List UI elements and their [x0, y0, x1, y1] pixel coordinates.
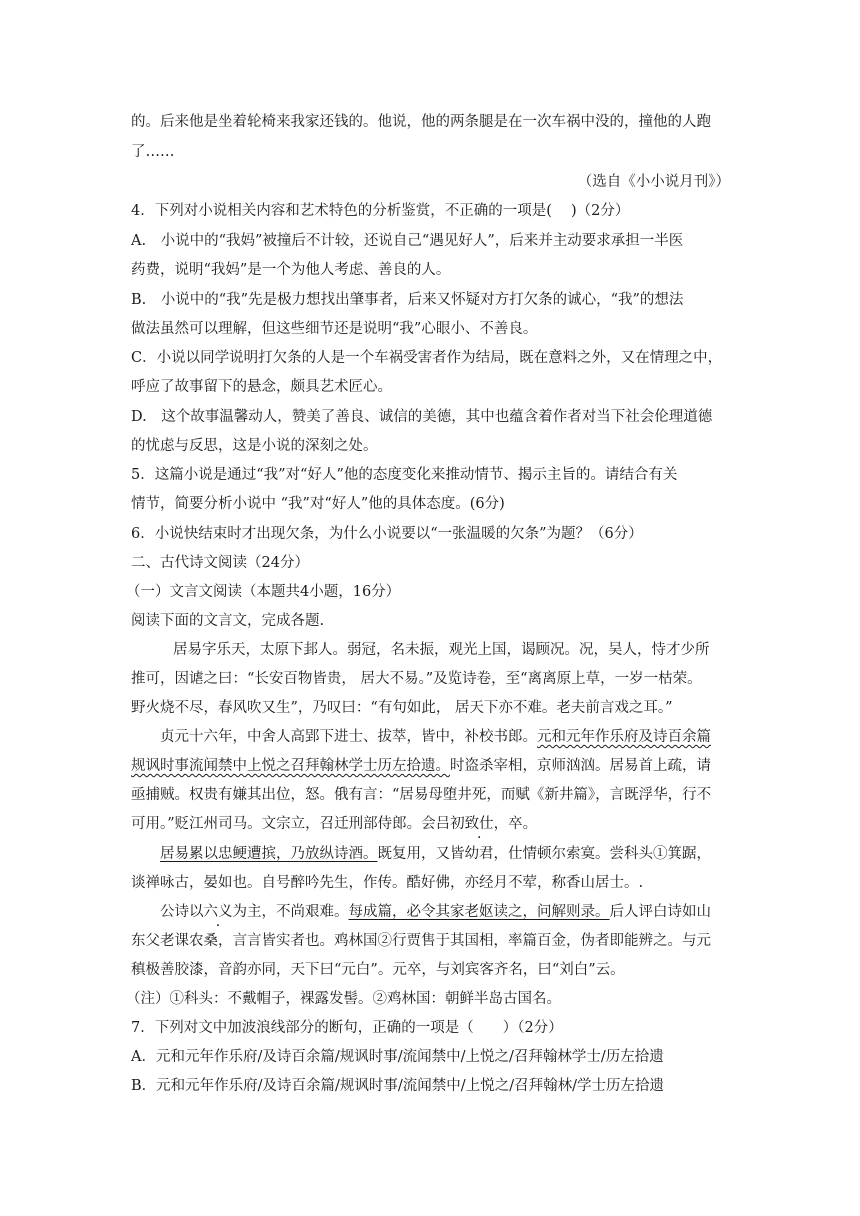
reading-instruction: 阅读下面的文言文，完成各题. [131, 613, 325, 629]
question-6: 6．小说快结束时才出现欠条，为什么小说要以“一张温暖的欠条”为题？（6分） [131, 526, 643, 542]
subsection-heading: （一）文言文阅读（本题共4小题，16分） [126, 584, 401, 600]
section-heading: 二、古代诗文阅读（24分） [131, 555, 309, 571]
dotted-term: 六义 [203, 904, 233, 920]
q7-option-b: B．元和元年作乐府/及诗百余篇/规讽时事/流闻禁中/上悦之/召拜翰林/学士历左拾遗 [131, 1078, 664, 1094]
underlined-sentence: 居易累以忠鲠遭摈，乃放纵诗酒。 [160, 846, 378, 862]
q4-option-c: C．小说以同学说明打欠条的人是一个车祸受害者作为结局，既在意料之外，又在情理之中， [131, 350, 723, 366]
story-text-line: 的。后来他是坐着轮椅来我家还钱的。他说，他的两条腿是在一次车祸中没的，撞他的人跑 [131, 114, 711, 130]
wavy-underline-text: 规讽时事流闻禁中上悦之召拜翰林学士历左拾遗。 [131, 758, 450, 774]
passage-line [160, 727, 711, 747]
question-7-stem: 7．下列对文中加波浪线部分的断句，正确的一项是（ ）（2分） [131, 1020, 563, 1036]
passage-text: 贞元十六年，中舍人高郢下进士、拔萃，皆中，补校书郎。 [160, 729, 537, 745]
passage-line: 推可，因谑之曰：“长安百物皆贵， 居大不易。”及览诗卷，至“离离原上草，一岁一枯荣。 [131, 671, 702, 687]
passage-line: 东父老课农桑，言言皆实者也。鸡林国②行贾售于其国相，率篇百金，伪者即能辨之。与元 [131, 933, 711, 949]
passage-line [131, 814, 537, 834]
q4-option-d-cont: 的忧虑与反思，这是小说的深刻之处。 [131, 438, 378, 454]
passage-line: 野火烧不尽，春风吹又生”，乃叹曰：“有句如此， 居天下亦不难。老夫前言戏之耳。” [131, 700, 673, 716]
passage-line: 稹极善胶漆，音韵亦同，天下曰“元白”。元卒，与刘宾客齐名，曰“刘白”云。 [131, 962, 625, 978]
passage-text: 为主，不尚艰难。 [232, 904, 349, 920]
footnote: （注）①科头：不戴帽子，裸露发髻。②鸡林国：朝鲜半岛古国名。 [126, 991, 561, 1007]
q4-option-c-cont: 呼应了故事留下的悬念，颇具艺术匠心。 [131, 379, 392, 395]
question-4-stem: 4．下列对小说相关内容和艺术特色的分析鉴赏，不正确的一项是( )（2分） [131, 203, 630, 219]
passage-line: 谈禅咏古，晏如也。自号醉吟先生，作传。酷好佛，亦经月不荤，称香山居士。. [131, 875, 644, 891]
passage-line [160, 844, 711, 864]
passage-line [160, 902, 711, 922]
passage-text: 公诗以 [160, 904, 204, 920]
passage-line: 亟捕贼。权贵有嫌其出位，怒。俄有言：“居易母堕井死，而赋《新井篇》，言既浮华，行不 [131, 787, 712, 803]
passage-text: 时盗杀宰相，京师汹汹。居易首上疏，请 [450, 758, 711, 774]
passage-line: 居易字乐天，太原下邽人。弱冠，名未振，观光上国，谒顾况。况，吴人，恃才少所 [173, 642, 710, 658]
dotted-term: 致仕 [464, 816, 494, 832]
q4-option-a-cont: 药费，说明“我妈”是一个为他人考虑、善良的人。 [131, 262, 451, 278]
passage-line [131, 756, 711, 776]
question-5-cont: 情节，简要分析小说中 “我”对“好人”他的具体态度。(6分) [131, 496, 505, 512]
q4-option-b-cont: 做法虽然可以理解，但这些细节还是说明“我”心眼小、不善良。 [131, 321, 538, 337]
source-citation: （选自《小小说月刊》） [577, 174, 730, 190]
q7-option-a: A．元和元年作乐府/及诗百余篇/规讽时事/流闻禁中/上悦之/召拜翰林学士/历左拾遗 [131, 1049, 664, 1065]
q4-option-a: A. 小说中的“我妈”被撞后不计较，还说自己“遇见好人”，后来并主动要求承担一半医 [131, 233, 684, 249]
passage-text: 后人评白诗如山 [609, 904, 711, 920]
q4-option-d: D. 这个故事温馨动人，赞美了善良、诚信的美德，其中也蕴含着作者对当下社会伦理道德 [131, 409, 713, 425]
question-5: 5．这篇小说是通过“我”对“好人”他的态度变化来推动情节、揭示主旨的。请结合有关 [131, 467, 678, 483]
q4-option-b: B. 小说中的“我”先是极力想找出肇事者，后来又怀疑对方打欠条的诚心，“我”的想法 [131, 292, 684, 308]
wavy-underline-text: 元和元年作乐府及诗百余篇 [537, 729, 711, 745]
passage-text: ，卒。 [493, 816, 538, 832]
story-text-line: 了…… [131, 144, 175, 160]
underlined-sentence: 每成篇，必令其家老妪读之，问解则录。 [348, 904, 610, 920]
passage-text: 可用。”贬江州司马。文宗立，召迁刑部侍郎。会吕初 [131, 816, 465, 832]
passage-text: 既复用，又皆幼君，仕情顿尔索寞。尝科头①箕踞， [377, 846, 711, 862]
